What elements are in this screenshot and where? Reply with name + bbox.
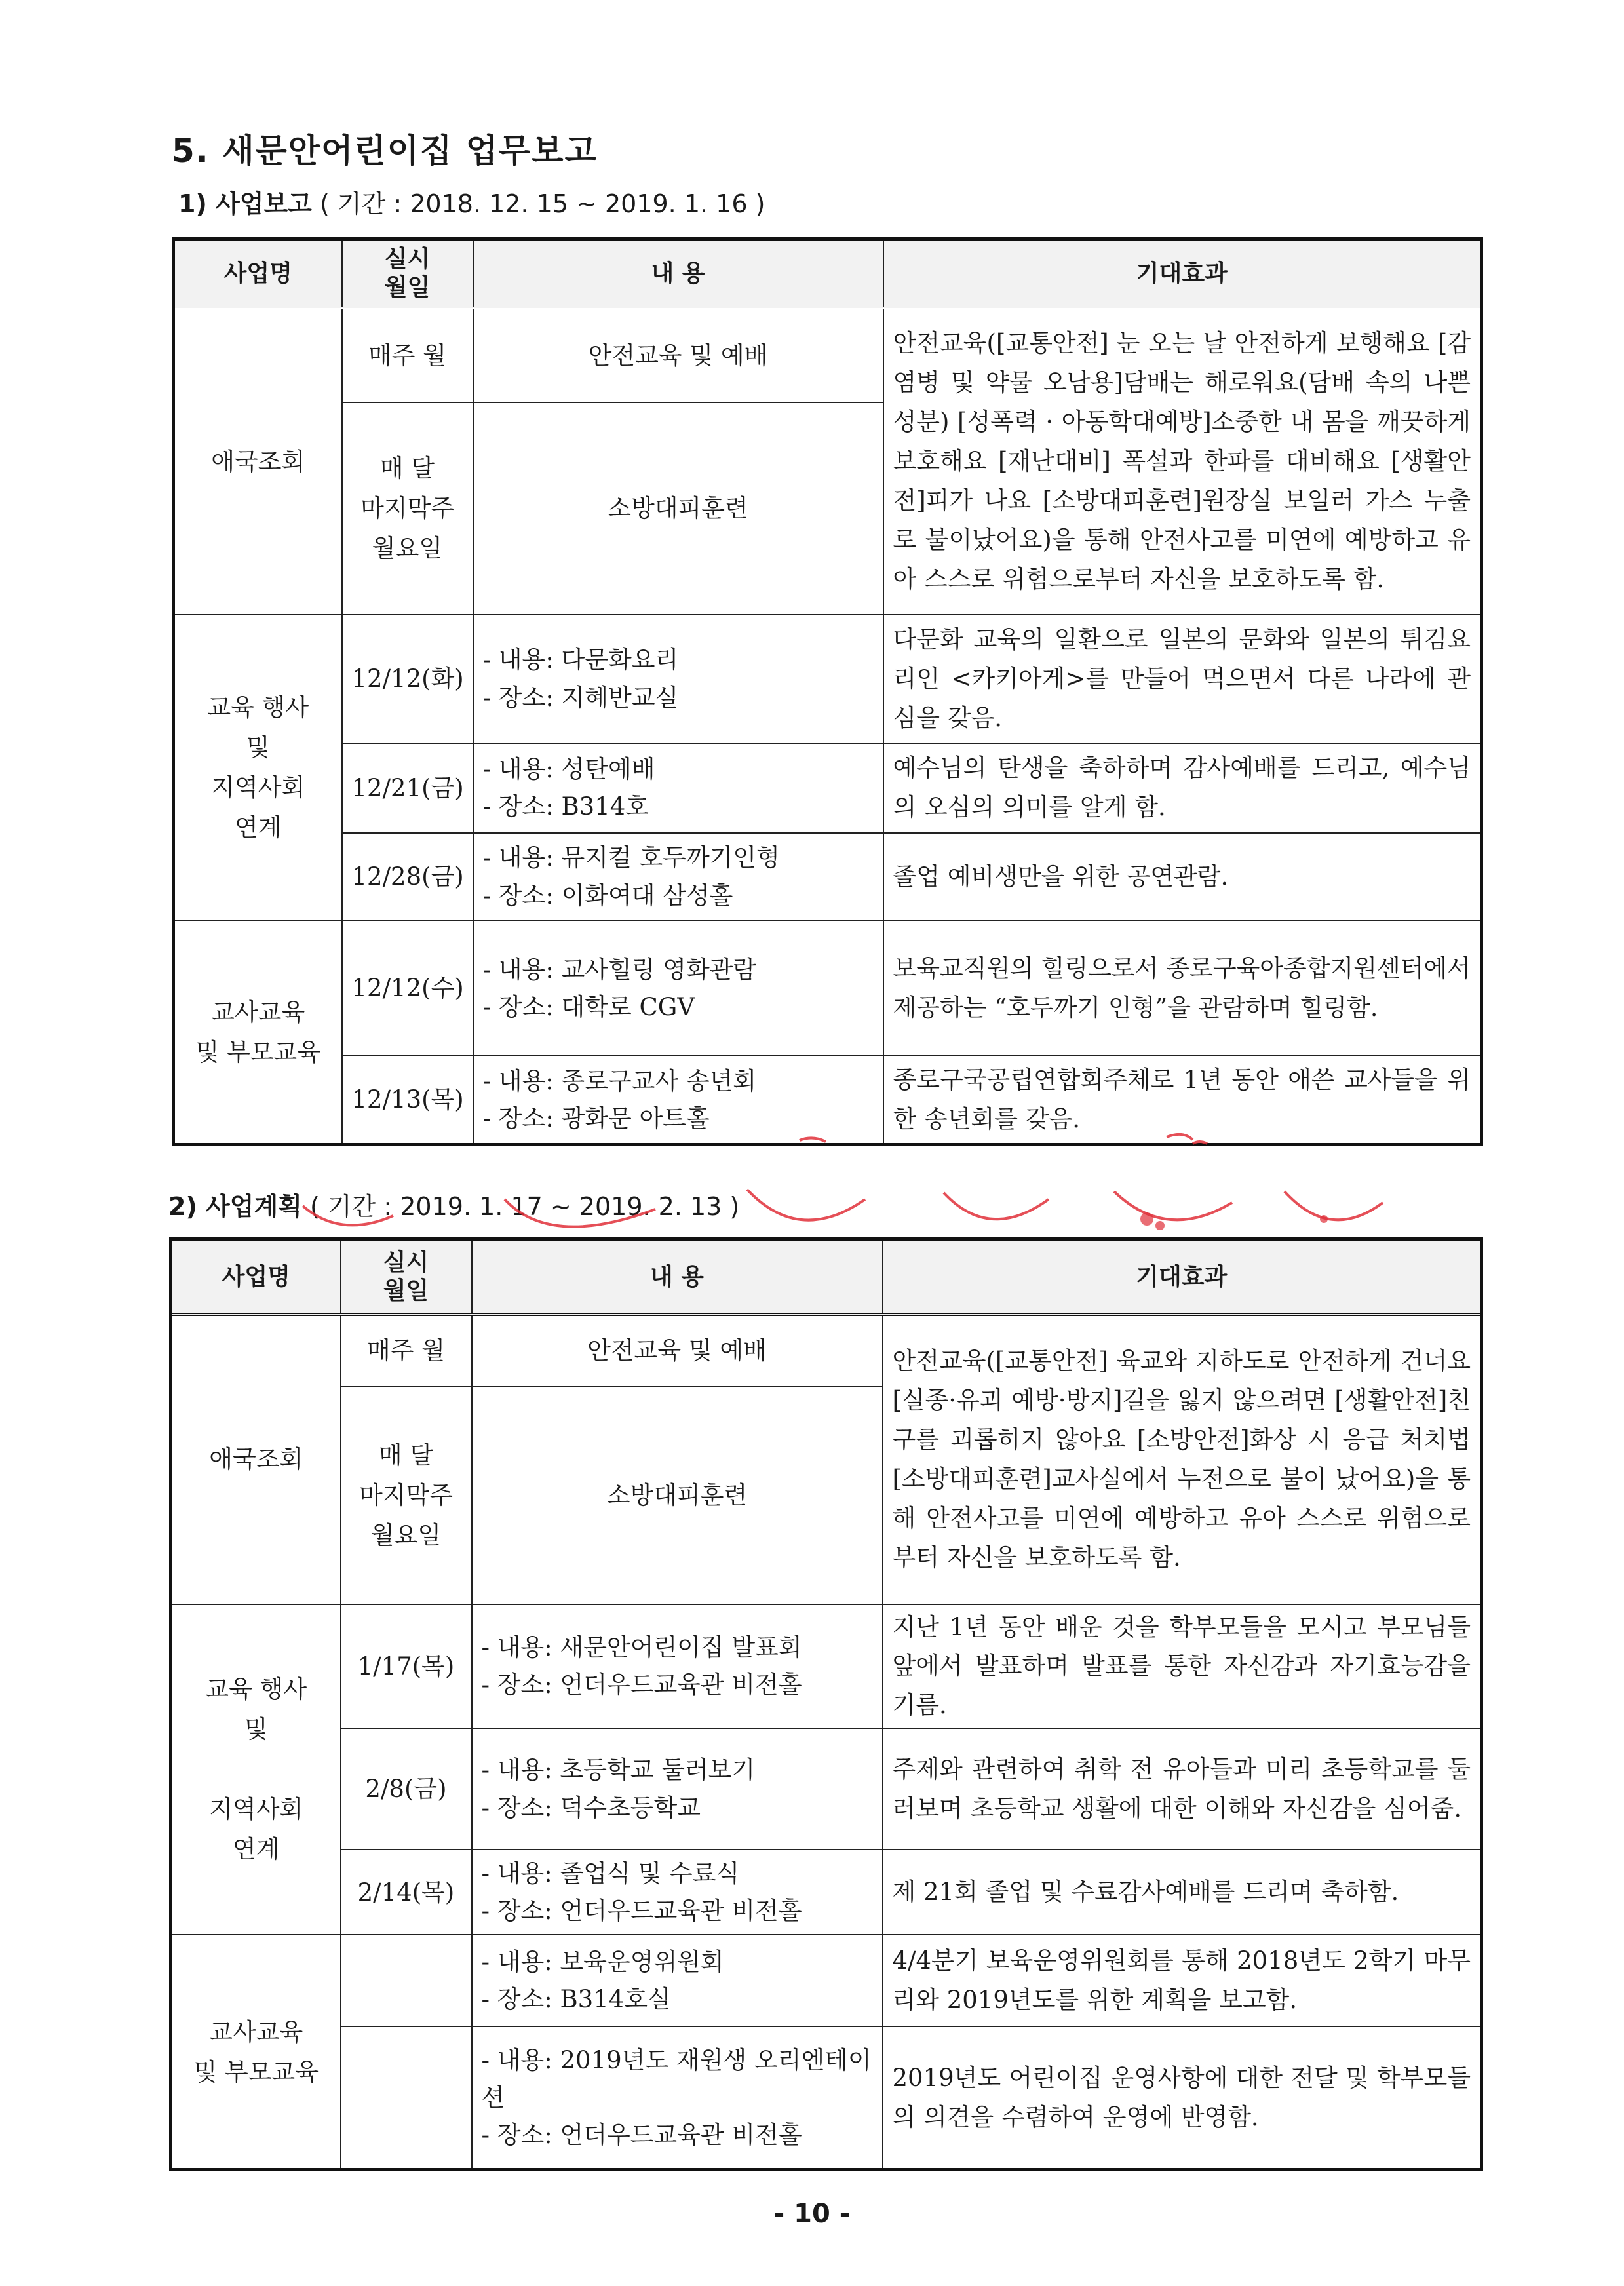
date-cell: 12/28(금) (342, 833, 473, 921)
header-name: 사업명 (174, 239, 342, 308)
seal-stamp-mark (1114, 1191, 1232, 1220)
effect-cell: 보육교직원의 힐링으로서 종로구육아종합지원센터에서 제공하는 “호두까기 인형”을 관람하며 힐링함. (883, 921, 1482, 1056)
section1-period: ( 기간 : 2018. 12. 15 ~ 2019. 1. 16 ) (319, 189, 765, 218)
date-cell (341, 2026, 472, 2169)
date-cell: 12/21(금) (342, 743, 473, 833)
content-cell: - 내용: 뮤지컬 호두까기인형 - 장소: 이화여대 삼성홀 (473, 833, 883, 921)
effect-cell: 졸업 예비생만을 위한 공연관람. (883, 833, 1482, 921)
group-name: 교육 행사 및 지역사회 연계 (174, 615, 342, 921)
date-cell: 매 달 마지막주 월요일 (342, 402, 473, 615)
table-row (171, 1935, 1482, 2026)
table-row (171, 2026, 1482, 2169)
effect-cell: 2019년도 어린이집 운영사항에 대한 전달 및 학부모들의 의견을 수렴하여 운영에 반영함. (883, 2026, 1482, 2169)
effect-cell: 예수님의 탄생을 축하하며 감사예배를 드리고, 예수님의 오심의 의미를 알게 함. (883, 743, 1482, 833)
content-cell: - 내용: 다문화요리 - 장소: 지혜반교실 (473, 615, 883, 743)
table-header-row (174, 239, 1482, 308)
seal-stamp-mark (944, 1193, 1049, 1219)
table-row (174, 833, 1482, 921)
section2-title (168, 1186, 739, 1222)
seal-stamp-mark (1285, 1191, 1383, 1220)
group-name: 교사교육 및 부모교육 (174, 921, 342, 1145)
date-cell: 2/8(금) (341, 1728, 472, 1850)
content-cell: - 내용: 새문안어린이집 발표회 - 장소: 언더우드교육관 비전홀 (472, 1604, 883, 1729)
effect-cell: 종로구국공립연합회주체로 1년 동안 애쓴 교사들을 위한 송년회를 갖음. (883, 1056, 1482, 1145)
effect-cell: 다문화 교육의 일환으로 일본의 문화와 일본의 튀김요리인 <카키아게>를 만들어 먹으면서 다른 나라에 관심을 갖음. (883, 615, 1482, 743)
section1-title (178, 184, 765, 220)
seal-stamp-mark (747, 1190, 865, 1220)
date-cell: 12/13(목) (342, 1056, 473, 1145)
content-cell: 안전교육 및 예배 (472, 1315, 883, 1387)
table-row (174, 921, 1482, 1056)
header-date: 실시 월일 (342, 239, 473, 308)
table-row (174, 308, 1482, 402)
date-cell: 매주 월 (342, 308, 473, 402)
date-cell: 매 달 마지막주 월요일 (341, 1387, 472, 1604)
date-cell (341, 1935, 472, 2026)
date-cell: 2/14(목) (341, 1850, 472, 1935)
content-cell: - 내용: 초등학교 둘러보기 - 장소: 덕수초등학교 (472, 1728, 883, 1850)
effect-cell: 주제와 관련하여 취학 전 유아들과 미리 초등학교를 둘러보며 초등학교 생활에 대한 이해와 자신감을 심어줌. (883, 1728, 1482, 1850)
header-effect: 기대효과 (883, 239, 1482, 308)
table-row (171, 1315, 1482, 1387)
content-cell: - 내용: 종로구교사 송년회 - 장소: 광화문 아트홀 (473, 1056, 883, 1145)
content-cell: 소방대피훈련 (472, 1387, 883, 1604)
date-cell: 12/12(수) (342, 921, 473, 1056)
group-name: 애국조회 (174, 308, 342, 615)
group-name: 교사교육 및 부모교육 (171, 1935, 341, 2169)
table-row (171, 1604, 1482, 1729)
date-cell: 매주 월 (341, 1315, 472, 1387)
section2-table (169, 1237, 1483, 2171)
effect-cell: 4/4분기 보육운영위원회를 통해 2018년도 2학기 마무리와 2019년도를 위한 계획을 보고함. (883, 1935, 1482, 2026)
content-cell: 안전교육 및 예배 (473, 308, 883, 402)
table-row (171, 1728, 1482, 1850)
page-number: - 10 - (773, 2199, 851, 2229)
content-cell: - 내용: 2019년도 재원생 오리엔테이션 - 장소: 언더우드교육관 비전홀 (472, 2026, 883, 2169)
table-row (174, 1056, 1482, 1145)
header-name: 사업명 (171, 1239, 341, 1315)
content-cell: - 내용: 보육운영위원회 - 장소: B314호실 (472, 1935, 883, 2026)
section1-label: 1) 사업보고 (178, 189, 312, 218)
effect-cell: 제 21회 졸업 및 수료감사예배를 드리며 축하함. (883, 1850, 1482, 1935)
header-effect: 기대효과 (883, 1239, 1482, 1315)
content-cell: - 내용: 교사힐링 영화관람 - 장소: 대학로 CGV (473, 921, 883, 1056)
date-cell: 12/12(화) (342, 615, 473, 743)
effect-cell: 지난 1년 동안 배운 것을 학부모들을 모시고 부모님들 앞에서 발표하며 발표를 통한 자신감과 자기효능감을 기름. (883, 1604, 1482, 1729)
effect-cell: 안전교육([교통안전] 눈 오는 날 안전하게 보행해요 [감염병 및 약물 오남용]담배는 해로워요(담배 속의 나쁜 성분) [성폭력 · 아동학대예방]소중한 내 몸을 깨끗하게 보호해요 [재난대비] 폭설과 한파를 대비해요 [생활안전]피가 나요 [소방대피훈련]원장실 보일러 가스 누출로 불이났어요)을 통해 안전사고를 미연에 예방하고 유아 스스로 위험으로부터 자신을 보호하도록 함. (883, 308, 1482, 615)
table-row (171, 1850, 1482, 1935)
group-name: 교육 행사 및 지역사회 연계 (171, 1604, 341, 1935)
table-header-row (171, 1239, 1482, 1315)
section2-label: 2) 사업계획 (168, 1192, 302, 1221)
section2-period: ( 기간 : 2019. 1. 17 ~ 2019. 2. 13 ) (309, 1192, 740, 1221)
content-cell: - 내용: 졸업식 및 수료식 - 장소: 언더우드교육관 비전홀 (472, 1850, 883, 1935)
header-content: 내 용 (472, 1239, 883, 1315)
content-cell: - 내용: 성탄예배 - 장소: B314호 (473, 743, 883, 833)
content-cell: 소방대피훈련 (473, 402, 883, 615)
group-name: 애국조회 (171, 1315, 341, 1604)
report-heading: 5. 새문안어린이집 업무보고 (172, 132, 598, 170)
header-content: 내 용 (473, 239, 883, 308)
header-date: 실시 월일 (341, 1239, 472, 1315)
table-row (174, 743, 1482, 833)
effect-cell: 안전교육([교통안전] 육교와 지하도로 안전하게 건너요 [실종·유괴 예방·방지]길을 잃지 않으려면 [생활안전]친구를 괴롭히지 않아요 [소방안전]화상 시 응급 처치법 [소방대피훈련]교사실에서 누전으로 불이 났어요)을 통해 안전사고를 미연에 예방하고 유아 스스로 위험으로부터 자신을 보호하도록 함. (883, 1315, 1482, 1604)
date-cell: 1/17(목) (341, 1604, 472, 1729)
table-row (174, 615, 1482, 743)
section1-table (172, 237, 1483, 1146)
